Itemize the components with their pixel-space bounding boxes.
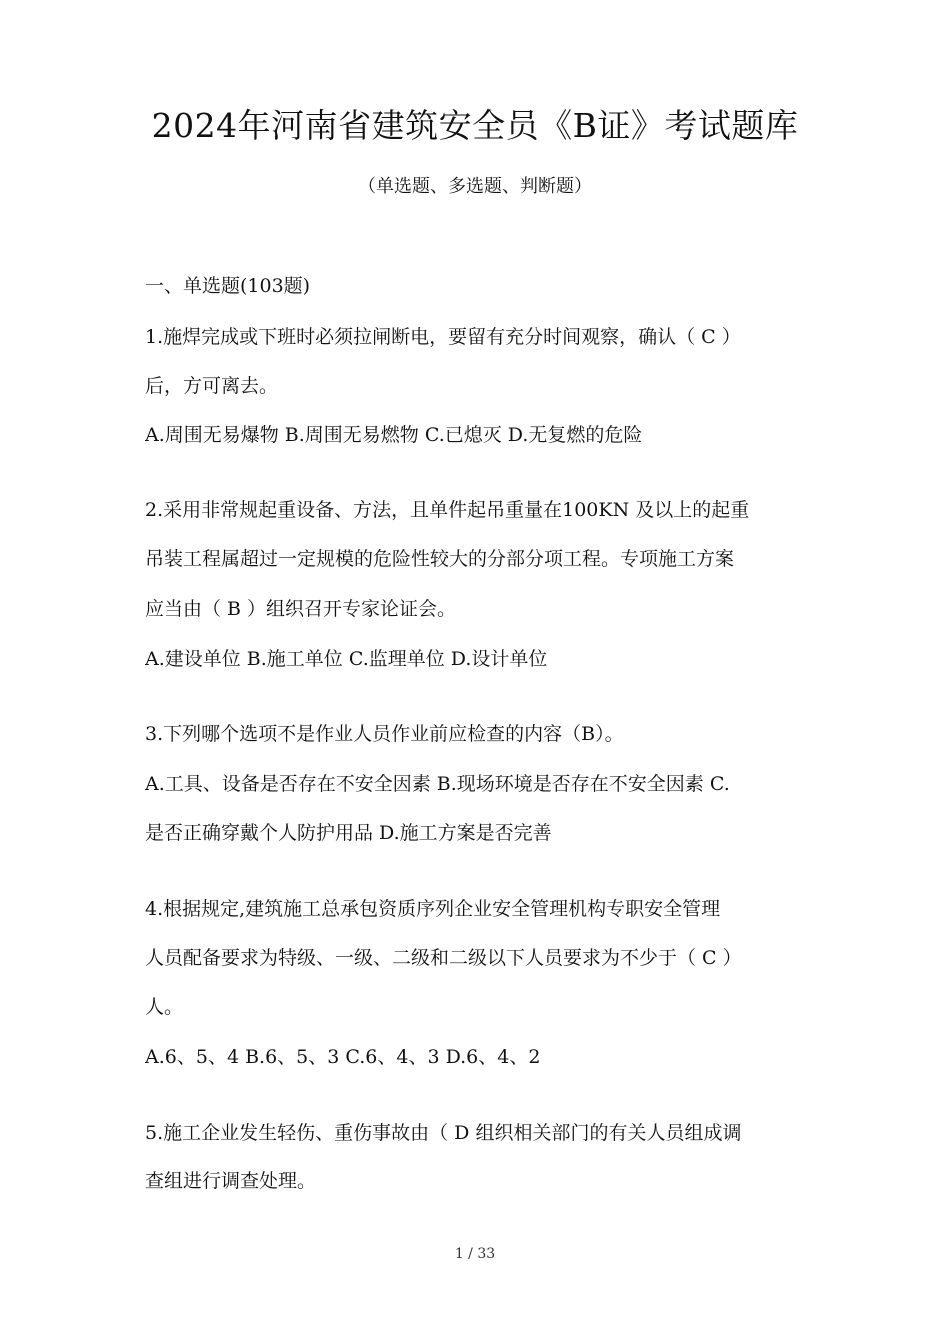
section-heading: 一、单选题(103题) (145, 275, 311, 297)
page-number: 1 / 33 (454, 1246, 496, 1262)
question-4-line-3: 人。 (145, 996, 184, 1018)
document-subtitle: （单选题、多选题、判断题） (358, 176, 592, 197)
question-4-line-1: 4.根据规定,建筑施工总承包资质序列企业安全管理机构专职安全管理 (145, 898, 721, 920)
question-5-line-1: 5.施工企业发生轻伤、重伤事故由（ D 组织相关部门的有关人员组成调 (145, 1122, 742, 1144)
question-3-options-line-2: 是否正确穿戴个人防护用品 D.施工方案是否完善 (145, 822, 552, 844)
question-1-line-1: 1.施焊完成或下班时必须拉闸断电，要留有充分时间观察，确认（ C ） (145, 326, 741, 348)
question-1-options: A.周围无易爆物 B.周围无易燃物 C.已熄灭 D.无复燃的危险 (145, 424, 643, 446)
question-3-options-line-1: A.工具、设备是否存在不安全因素 B.现场环境是否存在不安全因素 C. (145, 773, 730, 795)
question-5-line-2: 查组进行调查处理。 (145, 1170, 317, 1192)
question-4-line-2: 人员配备要求为特级、一级、二级和二级以下人员要求为不少于（ C ） (145, 947, 742, 969)
document-title: 2024年河南省建筑安全员《B证》考试题库 (151, 106, 799, 145)
question-2-line-2: 吊装工程属超过一定规模的危险性较大的分部分项工程。专项施工方案 (145, 548, 735, 570)
question-2-line-3: 应当由（ B ）组织召开专家论证会。 (145, 598, 457, 620)
question-2-line-1: 2.采用非常规起重设备、方法，且单件起吊重量在100KN 及以上的起重 (145, 499, 750, 521)
question-1-line-2: 后，方可离去。 (145, 375, 279, 397)
question-4-options: A.6、5、4 B.6、5、3 C.6、4、3 D.6、4、2 (145, 1046, 541, 1068)
question-2-options: A.建设单位 B.施工单位 C.监理单位 D.设计单位 (145, 648, 548, 670)
question-3-line-1: 3.下列哪个选项不是作业人员作业前应检查的内容（B）。 (145, 723, 624, 745)
